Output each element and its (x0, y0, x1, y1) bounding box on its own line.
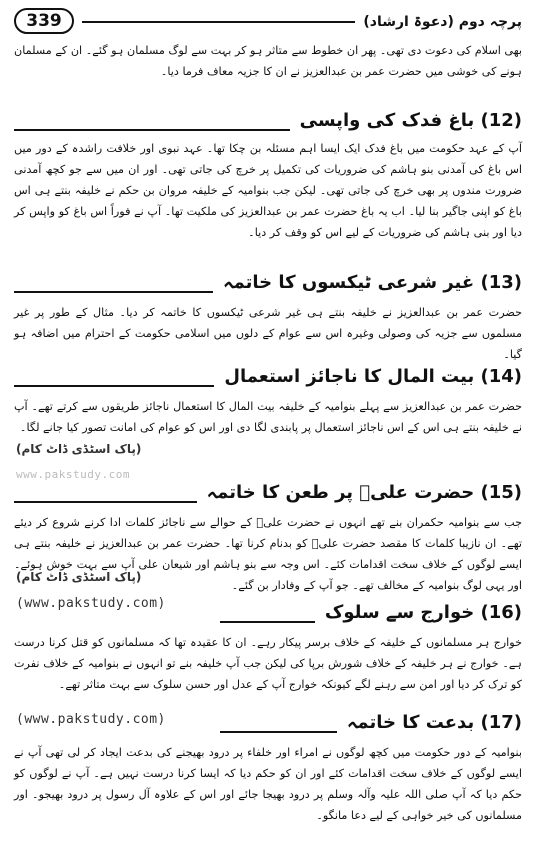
running-header (82, 10, 522, 34)
section-body-14: حضرت عمر بن عبدالعزیز سے پہلے بنوامیہ کے خلیفہ بیت المال کا استعمال ناجائز طریقوں سے کرتے تھے۔ آپ نے خلیفہ بنتے ہی اس کے اس ناجائز استعمال پر پابندی لگا دی اور اس کو عوام کی امانت تصور کیا جانے لگا۔ (14, 400, 522, 434)
section-heading-15 (14, 478, 522, 508)
heading-text: (14) بیت المال کا ناجائز استعمال (224, 366, 522, 387)
section-heading-14 (14, 362, 522, 392)
heading-text: (17) بدعت کا خاتمہ (346, 712, 522, 733)
heading-text: (16) خوارج سے سلوک (324, 602, 522, 623)
page-header (14, 6, 522, 36)
section-heading-16 (220, 598, 522, 628)
section-body-16: خوارج ہر مسلمانوں کے خلیفہ کے خلاف برسر پیکار رہے۔ ان کا عقیدہ تھا کہ مسلمانوں کو قتل کرنا درست ہے۔ خوارج نے ہر خلیفہ کے خلاف شورش برپا کی لیکن جب آپ خلیفہ بنے تو انہوں نے بنوامیہ کے خلاف نفرت کو ترک کر دیا اور امن سے رہنے لگے کیونکہ خوارج آپ کے عدل اور حسن سلوک سے بہت متاثر تھے۔ (14, 636, 522, 691)
heading-text: (15) حضرت علیؓ پر طعن کا خاتمہ (206, 482, 522, 503)
header-rule (82, 21, 355, 23)
intro-paragraph: بھی اسلام کی دعوت دی تھی۔ پھر ان خطوط سے متاثر ہو کر بہت سے لوگ مسلمان ہو گئے۔ ان کے مسلمان ہونے کی خوشی میں حضرت عمر بن عبدالعزیز نے ان کا جزیہ معاف فرما دیا۔ (14, 44, 522, 78)
heading-underline (14, 385, 214, 387)
url-watermark: (www.pakstudy.com) (16, 596, 166, 611)
heading-text: (13) غیر شرعی ٹیکسوں کا خاتمہ (223, 272, 522, 293)
section-body-13: حضرت عمر بن عبدالعزیز نے خلیفہ بنتے ہی غیر شرعی ٹیکسوں کا خاتمہ کر دیا۔ مثال کے طور پر غیر مسلموں سے جزیہ کی وصولی وغیرہ اس سے عوام کے دلوں میں اسلامی حکومت کے احترام میں اضافہ ہو گیا۔ (14, 306, 522, 361)
heading-text: (12) باغ فدک کی واپسی (299, 110, 522, 131)
urdu-watermark: (پاک اسٹڈی ڈاٹ کام) (16, 442, 142, 456)
section-heading-12 (14, 106, 522, 136)
page-number: 339 (14, 8, 74, 34)
heading-underline (220, 731, 337, 733)
running-title: پرچہ دوم (دعوۃ ارشاد) (363, 14, 522, 30)
urdu-watermark: (پاک اسٹڈی ڈاٹ کام) (16, 570, 142, 584)
heading-underline (220, 621, 315, 623)
section-body-15: جب سے بنوامیہ حکمران بنے تھے انہوں نے حضرت علیؓ کے حوالے سے ناجائز کلمات ادا کرنے شروع کر دیئے تھے۔ ان نازیبا کلمات کا مقصد حضرت علیؓ کو بدنام کرنا تھا۔ حضرت عمر بن عبدالعزیز نے خلیفہ بنتے ہی ایسے لوگوں کے خلاف سخت اقدامات کئے۔ اس وجہ سے بنو ہاشم اور شیعان علی آپ سے بہت خوش ہوئے۔ اور یہی لوگ بنوامیہ کے مخالف تھے۔ جو آپ کے وفادار بن گئے۔ (14, 516, 522, 592)
heading-underline (14, 501, 197, 503)
heading-underline (14, 291, 213, 293)
section-heading-17 (220, 708, 522, 738)
section-heading-13 (14, 268, 522, 298)
section-body-12: آپ کے عہد حکومت میں باغ فدک ایک ایسا اہم مسئلہ بن چکا تھا۔ عہد نبوی اور خلافت راشدہ کے دور میں اس باغ کی آمدنی بنو ہاشم کی ضروریات کی تکمیل پر خرچ کی جاتی تھی۔ اور ان میں سے جو کچھ آمدنی ضرورت مندوں پر بھی خرچ کی جاتی تھی۔ لیکن جب بنوامیہ کے خلیفہ مروان بن حکم نے خلیفہ بنتے ہی اس باغ کو اپنی جاگیر بنا لیا۔ اب یہ باغ حضرت عمر بن عبدالعزیز کی ملکیت تھا۔ آپ نے فوراً اس باغ کو واپس کر دیا اور بنی ہاشم کی ضروریات کے لیے اس کو وقف کر دیا۔ (14, 142, 522, 239)
faint-url-watermark: www.pakstudy.com (16, 468, 130, 481)
heading-underline (14, 129, 290, 131)
section-body-17: بنوامیہ کے دور حکومت میں کچھ لوگوں نے امراء اور خلفاء پر درود بھیجنے کی بدعت ایجاد کر لی تھی آپ نے ایسے لوگوں کے خلاف سخت اقدامات کئے اور ان کو حکم دیا کہ ایسا کرنا درست نہیں ہے۔ آپ نے لوگوں کو حکم دیا کہ آپ صلی اللہ علیہ وآلہ وسلم پر درود بھیجا جائے اور اس کے علاوہ آل رسول پر درود بھیجو۔ اور مسلمانوں کی خیر خواہی کے لیے دعا مانگو۔ (14, 746, 522, 822)
url-watermark: (www.pakstudy.com) (16, 712, 166, 727)
